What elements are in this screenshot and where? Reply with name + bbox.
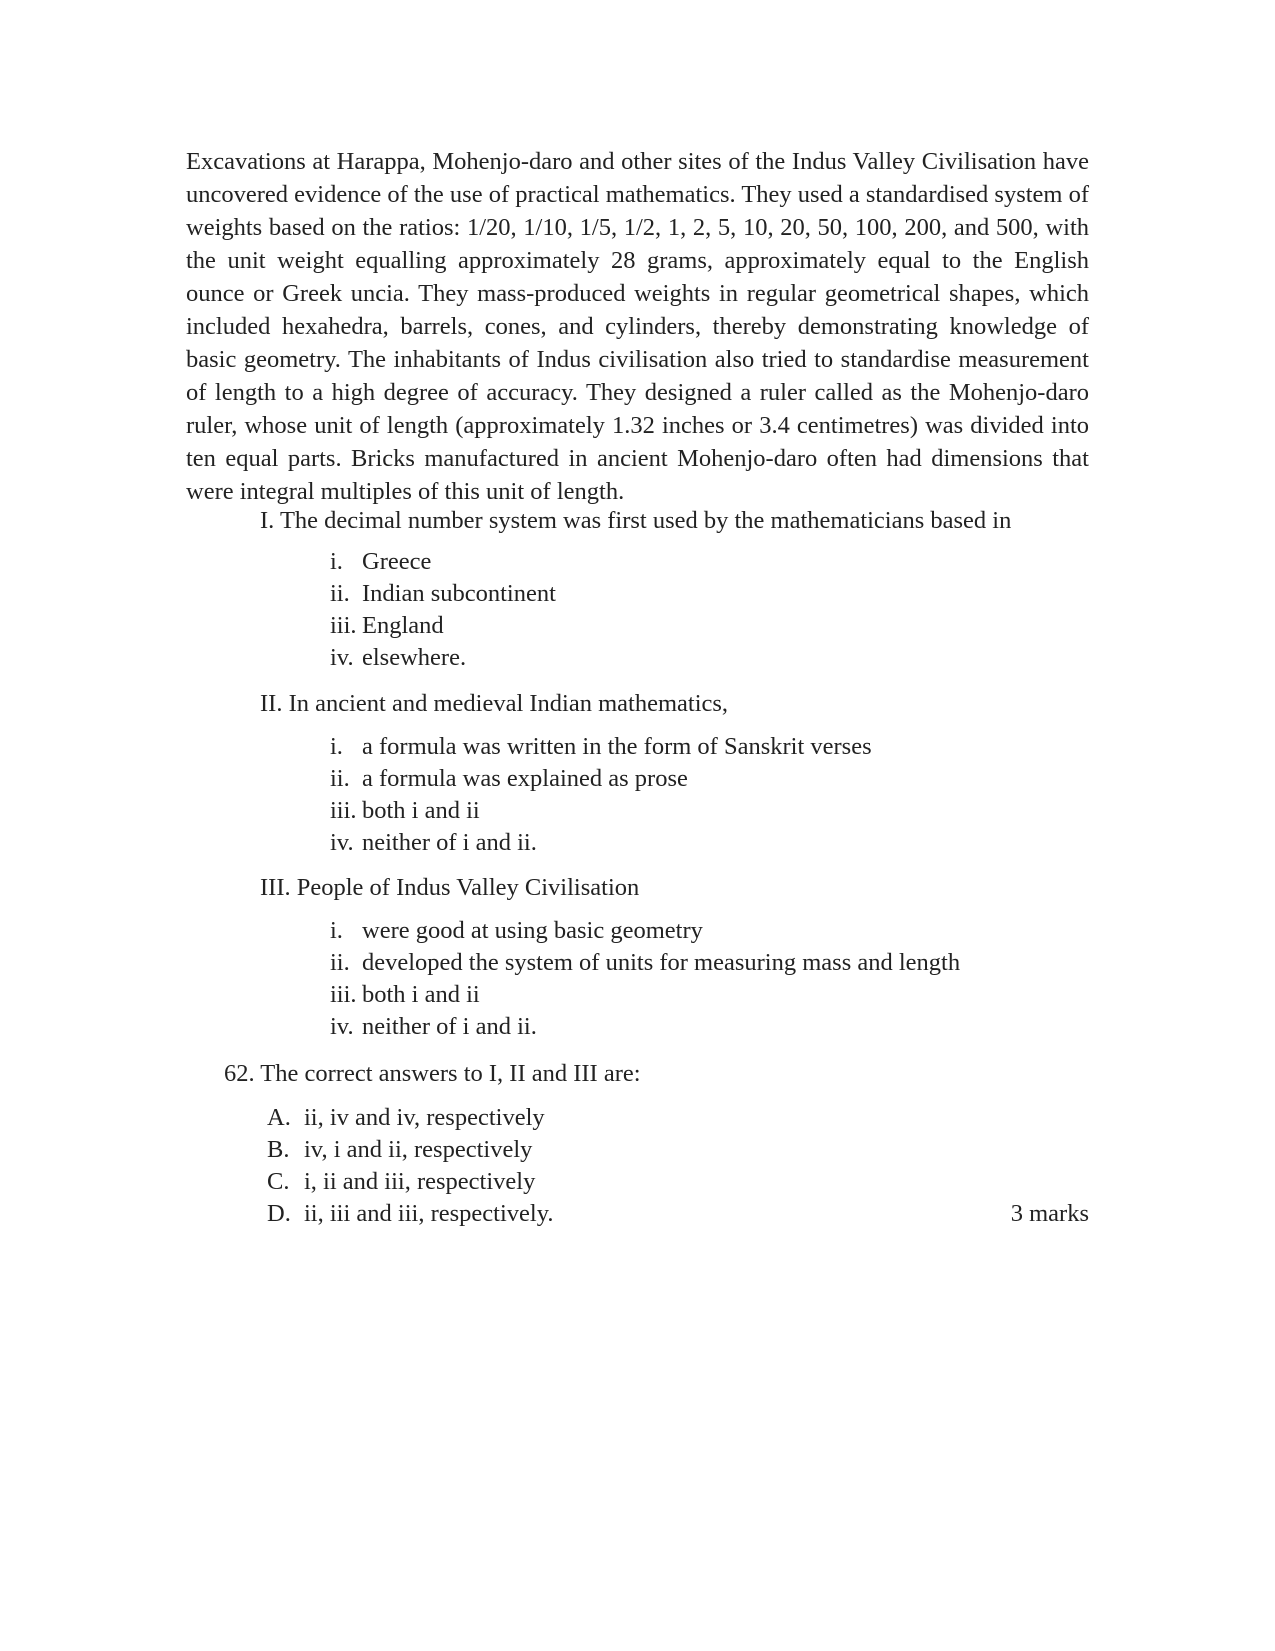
- option-text: were good at using basic geometry: [362, 917, 703, 944]
- answer-text: ii, iv and iv, respectively: [304, 1104, 545, 1131]
- option-number: iii.: [330, 612, 357, 639]
- answer-letter: C.: [267, 1168, 290, 1195]
- option-text: developed the system of units for measuring mass and length: [362, 949, 961, 976]
- answer-letter: D.: [267, 1200, 291, 1227]
- option-text: Greece: [362, 548, 432, 575]
- option-text: both i and ii: [362, 981, 480, 1008]
- option-text: both i and ii: [362, 797, 480, 824]
- answer-letter: B.: [267, 1136, 290, 1163]
- option-text: neither of i and ii.: [362, 1013, 537, 1040]
- option-number: ii.: [330, 765, 350, 792]
- option-number: iv.: [330, 644, 354, 671]
- passage-paragraph: Excavations at Harappa, Mohenjo-daro and other sites of the Indus Valley Civilisation have uncovered evidence of the use of practical mathematics. They used a standardised system of weights based on the ratios: 1/20, 1/10, 1/5, 1/2, 1, 2, 5, 10, 20, 50, 100, 200, and 500, with the unit weight equalling approximately 28 grams, approximately equal to the English ounce or Greek uncia. They mass-produced weights in regular geometrical shapes, which included hexahedra, barrels, cones, and cylinders, thereby demonstrating knowledge of basic geometry. The inhabitants of Indus civilisation also tried to standardise measurement of length to a high degree of accuracy. They designed a ruler called as the Mohenjo-daro ruler, whose unit of length (approximately 1.32 inches or 3.4 centimetres) was divided into ten equal parts. Bricks manufactured in ancient Mohenjo-daro often had dimensions that were integral multiples of this unit of length.: [186, 148, 1089, 505]
- answer-text: iv, i and ii, respectively: [304, 1136, 533, 1163]
- answer-text: i, ii and iii, respectively: [304, 1168, 536, 1195]
- option-number: iii.: [330, 797, 357, 824]
- option-number: i.: [330, 548, 343, 575]
- option-number: ii.: [330, 580, 350, 607]
- option-number: i.: [330, 917, 343, 944]
- option-text: a formula was explained as prose: [362, 765, 688, 792]
- question-3-stem: III. People of Indus Valley Civilisation: [260, 874, 640, 901]
- marks-label: 3 marks: [1010, 1200, 1089, 1227]
- option-number: i.: [330, 733, 343, 760]
- option-number: ii.: [330, 949, 350, 976]
- question-1-stem: I. The decimal number system was first used by the mathematicians based in: [260, 507, 1012, 534]
- option-number: iii.: [330, 981, 357, 1008]
- answer-letter: A.: [267, 1104, 291, 1131]
- option-text: a formula was written in the form of Sanskrit verses: [362, 733, 872, 760]
- option-number: iv.: [330, 1013, 354, 1040]
- option-text: neither of i and ii.: [362, 829, 537, 856]
- answer-text: ii, iii and iii, respectively.: [304, 1200, 554, 1227]
- question-2-stem: II. In ancient and medieval Indian mathematics,: [260, 690, 729, 717]
- option-text: Indian subcontinent: [362, 580, 556, 607]
- option-text: England: [362, 612, 444, 639]
- main-question-stem: 62. The correct answers to I, II and III are:: [224, 1060, 641, 1087]
- option-number: iv.: [330, 829, 354, 856]
- option-text: elsewhere.: [362, 644, 467, 671]
